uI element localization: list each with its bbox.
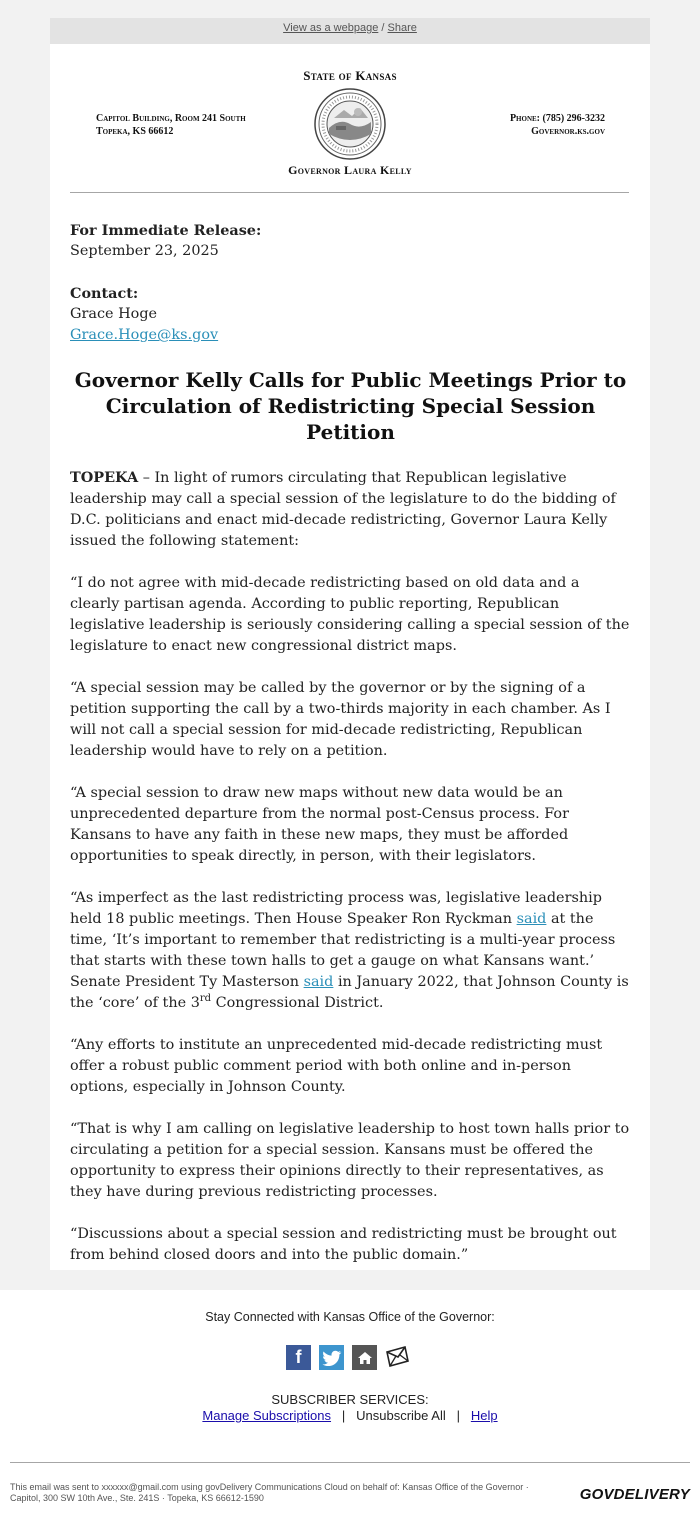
subscriber-links	[0, 1408, 700, 1424]
separator-glyph: |	[341, 1408, 346, 1423]
twitter-icon[interactable]	[319, 1345, 344, 1370]
paragraph-2: “I do not agree with mid-decade redistricting based on old data and a clearly partisan agenda. According to public reporting, Republican legislative leadership is seriously considering calling a special session of the legislature to enact new congressional district maps.	[70, 575, 630, 654]
paragraph-5-text-a: “As imperfect as the last redistricting process was, legislative leadership held 18 public meetings. Then House Speaker Ron Ryckman	[70, 890, 602, 927]
address-line-2: Topeka, KS 66612	[96, 126, 174, 137]
address-line-1: Capitol Building, Room 241 South	[96, 113, 246, 124]
contact-name: Grace Hoge	[70, 306, 158, 322]
contact-email-link[interactable]: Grace.Hoge@ks.gov	[70, 327, 219, 343]
letterhead-address	[96, 112, 246, 138]
govdelivery-logo[interactable]: GOVDELIVERY	[579, 1486, 690, 1503]
paragraph-7: “That is why I am calling on legislative leadership to host town halls prior to circulating a petition for a special session. Kansans must be offered the opportunity to express their opinions directly to their representatives, as they have during previous redistricting processes.	[70, 1121, 630, 1200]
footer-divider	[10, 1462, 690, 1463]
kansas-state-seal-icon	[314, 88, 386, 160]
paragraph-5	[70, 888, 631, 1014]
said-link-masterson[interactable]: said	[303, 974, 334, 990]
letterhead-governor: Governor Laura Kelly	[288, 163, 412, 177]
help-link[interactable]: Help	[470, 1408, 498, 1423]
press-release-card	[50, 44, 650, 1270]
paragraph-8: “Discussions about a special session and redistricting must be brought out from behind closed doors and into the public domain.”	[70, 1226, 617, 1263]
footer-disclaimer	[10, 1482, 590, 1504]
link-separator	[335, 1408, 353, 1423]
letterhead-divider	[70, 192, 629, 193]
release-label: For Immediate Release:	[70, 222, 262, 239]
manage-subscriptions-link[interactable]: Manage Subscriptions	[202, 1408, 332, 1423]
contact-block	[70, 283, 631, 346]
stay-connected-text: Stay Connected with Kansas Office of the Governor:	[205, 1310, 495, 1324]
said-link-ryckman[interactable]: said	[516, 911, 547, 927]
email-footer	[0, 1290, 700, 1514]
paragraph-1	[70, 467, 631, 552]
disclaimer-line-2: Capitol, 300 SW 10th Ave., Ste. 241S · Topeka, KS 66612-1590	[10, 1493, 264, 1503]
email-icon[interactable]	[385, 1345, 410, 1370]
paragraph-4: “A special session to draw new maps without new data would be an unprecedented departure from the normal post-Census process. For Kansans to have any faith in these new maps, they must be afforded opportunities to speak directly, in person, with their legislators.	[70, 785, 569, 864]
share-link[interactable]: Share	[387, 22, 417, 34]
release-date: September 23, 2025	[70, 243, 219, 259]
website-line: Governor.ks.gov	[531, 126, 605, 137]
disclaimer-line-1: This email was sent to xxxxxx@gmail.com using govDelivery Communications Cloud on behalf of: Kansas Office of the Governor ·	[10, 1482, 529, 1492]
dateline: TOPEKA	[70, 469, 139, 486]
envelope-glyph-icon	[385, 1345, 410, 1370]
view-share-bar	[50, 18, 650, 44]
letterhead-state: State of Kansas	[303, 68, 397, 83]
facebook-icon[interactable]	[286, 1345, 311, 1370]
topbar-separator: /	[381, 22, 385, 34]
home-glyph-icon	[357, 1351, 373, 1365]
contact-label: Contact:	[70, 285, 139, 302]
ordinal-suffix: rd	[199, 993, 212, 1004]
social-icons	[286, 1345, 410, 1370]
twitter-bird-icon	[322, 1350, 342, 1366]
unsubscribe-all-text[interactable]: Unsubscribe All	[356, 1408, 446, 1423]
paragraph-5-text-c: in January 2022, that Johnson County is the ‘core’ of the 3	[70, 974, 629, 1011]
letterhead-contact	[510, 112, 605, 138]
link-separator	[449, 1408, 467, 1423]
paragraph-5-text-b: at the time, ‘It’s important to remember that redistricting is a multi-year process that starts with these town halls to get a gauge on what Kansans want.’ Senate President Ty Masterson	[70, 911, 616, 990]
phone-line: Phone: (785) 296-3232	[509, 113, 605, 124]
facebook-glyph: f	[295, 1347, 302, 1367]
paragraph-5-text-d: Congressional District.	[211, 995, 384, 1011]
subscriber-title: SUBSCRIBER SERVICES:	[271, 1392, 429, 1407]
view-as-webpage-link[interactable]: View as a webpage	[283, 22, 379, 34]
headline: Governor Kelly Calls for Public Meetings Prior to Circulation of Redistricting Special Session Petition	[74, 368, 627, 444]
release-meta	[70, 220, 631, 262]
paragraph-6: “Any efforts to institute an unprecedented mid-decade redistricting must offer a robust public comment period with both online and in-person options, especially in Johnson County.	[70, 1037, 603, 1095]
subscriber-services	[0, 1392, 700, 1424]
paragraph-3: “A special session may be called by the governor or by the signing of a petition supporting the call by a two-thirds majority in each chamber. As I will not call a special session for mid-decade redistricting, Republican leadership would have to rely on a petition.	[70, 680, 611, 759]
separator-glyph: |	[456, 1408, 460, 1423]
release-content	[70, 220, 631, 1308]
home-icon[interactable]	[352, 1345, 377, 1370]
paragraph-1-text: – In light of rumors circulating that Republican legislative leadership may call a special session of the legislature to do the bidding of D.C. politicians and enact mid-decade redistricting, Governor Laura Kelly issued the following statement:	[70, 470, 616, 549]
